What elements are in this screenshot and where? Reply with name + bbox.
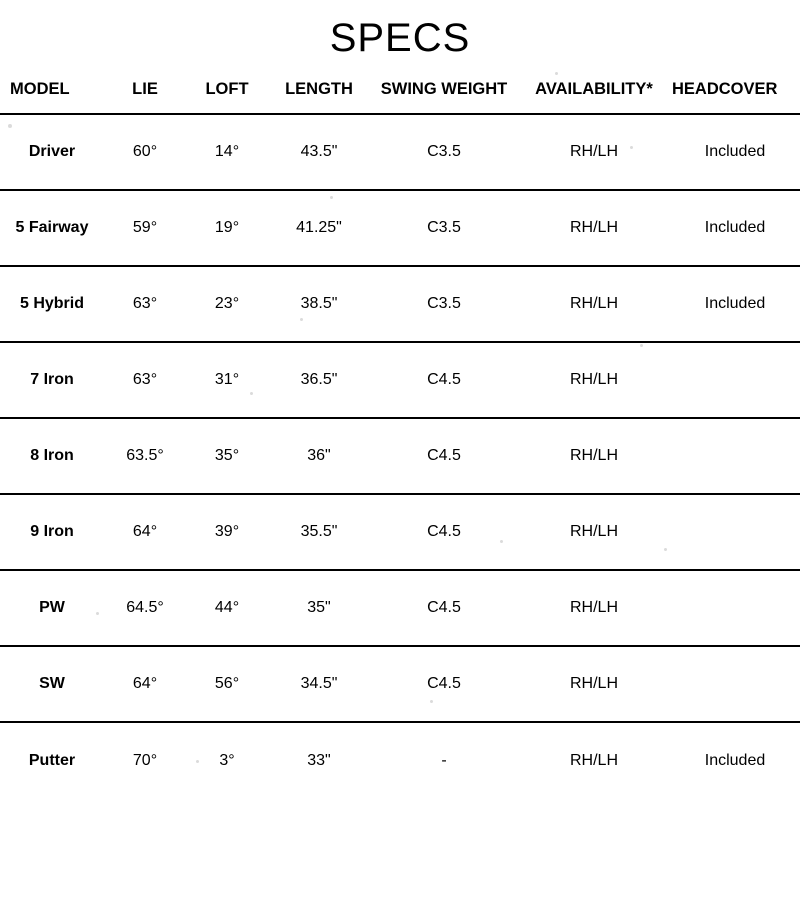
cell-lie: 64° (132, 523, 158, 540)
cell-lie: 63° (132, 371, 158, 388)
cell-swing_weight: C4.5 (427, 447, 461, 464)
cell-loft: 35° (214, 447, 240, 464)
table-row (0, 646, 800, 722)
cell-headcover (670, 646, 800, 722)
column-header-availability: AVAILABILITY* (535, 80, 653, 98)
cell-length: 41.25" (296, 219, 342, 236)
cell-loft: 31° (214, 371, 240, 388)
cell-length: 35" (307, 599, 331, 616)
cell-model: 8 Iron (30, 447, 74, 464)
cell-swing_weight: C4.5 (427, 523, 461, 540)
specs-table (0, 74, 800, 798)
cell-availability: RH/LH (569, 675, 618, 692)
cell-model: SW (39, 675, 65, 692)
cell-length: 36.5" (300, 371, 338, 388)
table-row (0, 722, 800, 798)
cell-headcover (670, 418, 800, 494)
cell-headcover: Included (704, 143, 766, 160)
table-row (0, 418, 800, 494)
cell-headcover: Included (704, 751, 766, 769)
cell-availability: RH/LH (569, 371, 618, 388)
table-row (0, 266, 800, 342)
cell-model: 5 Fairway (15, 219, 89, 236)
cell-model: Driver (28, 143, 76, 160)
column-header-lie: LIE (132, 80, 158, 98)
table-header-row (0, 74, 800, 114)
cell-lie: 64° (132, 675, 158, 692)
cell-headcover (670, 494, 800, 570)
cell-loft: 44° (214, 599, 240, 616)
cell-headcover (670, 342, 800, 418)
column-header-headcover: HEADCOVER (672, 80, 778, 98)
cell-lie: 63.5° (126, 447, 164, 464)
table-row (0, 494, 800, 570)
cell-headcover: Included (704, 295, 766, 312)
cell-loft: 23° (214, 295, 240, 312)
table-row (0, 190, 800, 266)
cell-availability: RH/LH (569, 219, 618, 236)
column-header-length: LENGTH (285, 80, 353, 98)
cell-availability: RH/LH (569, 751, 618, 769)
cell-length: 33" (307, 751, 331, 769)
table-row (0, 114, 800, 190)
cell-length: 38.5" (300, 295, 338, 312)
cell-availability: RH/LH (569, 295, 618, 312)
cell-length: 35.5" (300, 523, 338, 540)
page-title: SPECS (329, 16, 471, 60)
column-header-swing-weight: SWING WEIGHT (380, 80, 508, 98)
column-header-loft: LOFT (205, 80, 249, 98)
cell-loft: 56° (214, 675, 240, 692)
cell-lie: 63° (132, 295, 158, 312)
cell-swing_weight: C3.5 (427, 143, 461, 160)
cell-swing_weight: C3.5 (427, 219, 461, 236)
cell-loft: 19° (214, 219, 240, 236)
cell-length: 43.5" (300, 143, 338, 160)
cell-lie: 60° (132, 143, 158, 160)
cell-model: PW (39, 599, 65, 616)
cell-length: 34.5" (300, 675, 338, 692)
cell-availability: RH/LH (569, 447, 618, 464)
cell-swing_weight: C4.5 (427, 599, 461, 616)
cell-loft: 14° (214, 143, 240, 160)
cell-loft: 39° (214, 523, 240, 540)
cell-length: 36" (307, 447, 331, 464)
cell-headcover (670, 570, 800, 646)
cell-availability: RH/LH (569, 523, 618, 540)
cell-model: 9 Iron (30, 523, 74, 540)
cell-swing_weight: C3.5 (427, 295, 461, 312)
cell-availability: RH/LH (569, 599, 618, 616)
table-row (0, 570, 800, 646)
cell-model: 5 Hybrid (19, 295, 84, 312)
cell-lie: 59° (132, 219, 158, 236)
cell-lie: 64.5° (126, 599, 164, 616)
cell-availability: RH/LH (569, 143, 618, 160)
table-row (0, 342, 800, 418)
cell-swing_weight: - (441, 751, 447, 769)
column-header-model: MODEL (10, 80, 70, 98)
cell-lie: 70° (132, 751, 158, 769)
cell-model: Putter (28, 751, 76, 769)
cell-swing_weight: C4.5 (427, 675, 461, 692)
cell-headcover: Included (704, 219, 766, 236)
cell-swing_weight: C4.5 (427, 371, 461, 388)
cell-model: 7 Iron (30, 371, 74, 388)
cell-loft: 3° (219, 751, 235, 769)
